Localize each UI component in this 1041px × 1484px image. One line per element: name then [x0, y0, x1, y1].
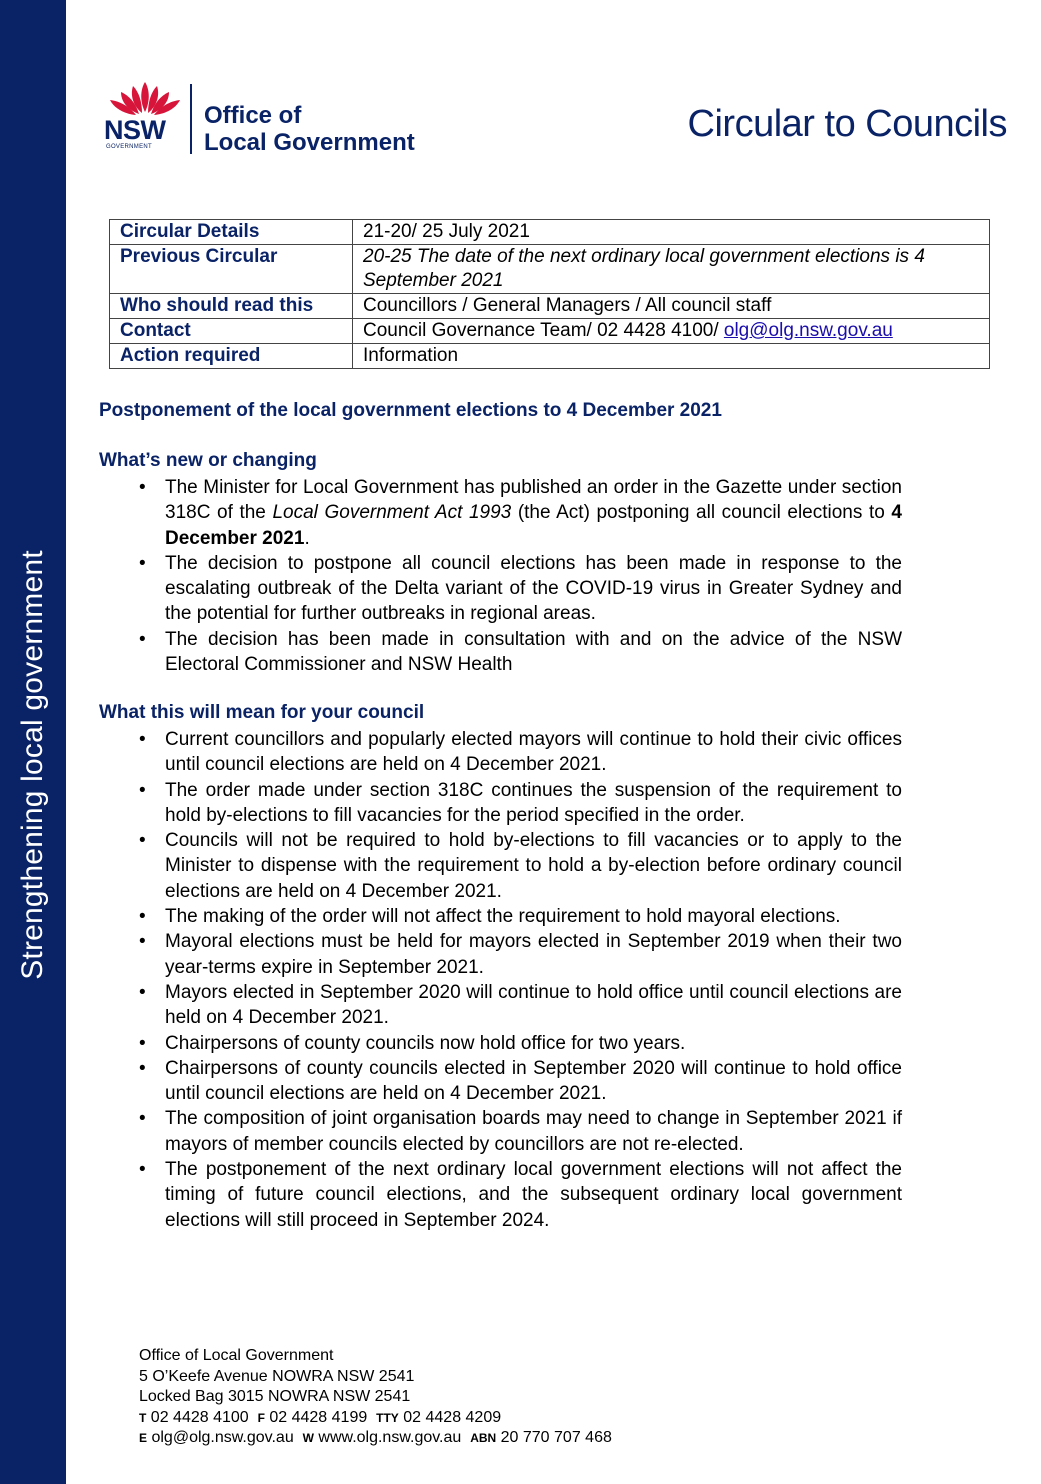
abn-value: 20 770 707 468 — [500, 1429, 612, 1446]
main-heading: Postponement of the local government elections to 4 December 2021 — [99, 400, 722, 421]
email-label: E — [139, 1431, 148, 1445]
action-required-value: Information — [353, 344, 990, 369]
sidebar-band — [0, 0, 66, 1484]
contact-value — [353, 319, 990, 344]
contact-text: Council Governance Team/ 02 4428 4100/ — [363, 320, 724, 341]
council-impact-list — [139, 727, 902, 1233]
phone-value: 02 4428 4100 — [150, 1408, 249, 1426]
fax-value: 02 4428 4199 — [269, 1408, 368, 1426]
circular-details-value: 21-20/ 25 July 2021 — [353, 220, 990, 245]
list-item: • Councils will not be required to hold by-elections to fill vacancies or to apply to the Minister to dispense with the requirement to hold a by-election before ordinary council elections are held on 4 December 2021. — [139, 828, 902, 904]
page-title: Circular to Councils — [687, 103, 1007, 145]
list-item: • The order made under section 318C continues the suspension of the requirement to hold by-elections to fill vacancies for the period specified in the order. — [139, 778, 902, 829]
who-should-read-label: Who should read this — [110, 294, 353, 319]
act-name: Local Government Act 1993 — [272, 502, 512, 524]
list-item: • The composition of joint organisation boards may need to change in September 2021 if mayors of member councils elected by councillors are not re-elected. — [139, 1106, 902, 1157]
list-item: • Current councillors and popularly elected mayors will continue to hold their civic offices until council elections are held on 4 December 2021. — [139, 727, 902, 778]
contact-email-link[interactable]: olg@olg.nsw.gov.au — [723, 320, 893, 341]
logo-line-2: Local Government — [204, 129, 415, 156]
list-item — [139, 475, 902, 551]
footer-email[interactable]: olg@olg.nsw.gov.au — [151, 1429, 294, 1446]
list-item: • Chairpersons of county councils now hold office for two years. — [139, 1031, 902, 1056]
circular-details-table — [109, 219, 990, 369]
bullet-text: . — [304, 527, 310, 549]
abn-label: ABN — [470, 1431, 497, 1445]
footer-contact-block — [139, 1346, 612, 1449]
bullet-text: The Minister for Local Government has published an order in the Gazette under section 318C of the — [165, 477, 902, 524]
circular-details-label: Circular Details — [110, 220, 353, 245]
list-item: • Mayors elected in September 2020 will continue to hold office until council elections are held on 4 December 2021. — [139, 980, 902, 1031]
bullet-text: (the Act) postponing all council elections to — [511, 502, 892, 524]
nsw-wordmark: NSW — [104, 115, 166, 145]
footer-phone-line — [139, 1408, 612, 1429]
web-label: W — [302, 1431, 314, 1445]
table-row — [110, 245, 990, 294]
section-heading-new: What’s new or changing — [99, 450, 317, 471]
footer-org: Office of Local Government — [139, 1347, 334, 1364]
list-item: • Mayoral elections must be held for mayors elected in September 2019 when their two year-terms expire in September 2021. — [139, 929, 902, 980]
election-date: 4 December 2021 — [165, 502, 902, 549]
list-item: • The making of the order will not affect the requirement to hold mayoral elections. — [139, 904, 902, 929]
who-should-read-value: Councillors / General Managers / All council staff — [353, 294, 990, 319]
footer-address-1: 5 O’Keefe Avenue NOWRA NSW 2541 — [139, 1367, 415, 1385]
list-item: • The postponement of the next ordinary local government elections will not affect the timing of future council elections, and the subsequent ordinary local government elections will still proceed in September 2024. — [139, 1157, 902, 1233]
tty-label: TTY — [376, 1410, 399, 1425]
phone-label: T — [139, 1410, 147, 1425]
previous-circular-label: Previous Circular — [110, 245, 353, 294]
table-row — [110, 319, 990, 344]
contact-label: Contact — [110, 319, 353, 344]
footer-website[interactable]: www.olg.nsw.gov.au — [318, 1429, 462, 1446]
list-item: • Chairpersons of county councils elected in September 2020 will continue to hold office until council elections are held on 4 December 2021. — [139, 1056, 902, 1107]
logo-divider — [190, 84, 192, 154]
footer-address-2: Locked Bag 3015 NOWRA NSW 2541 — [139, 1388, 411, 1405]
footer-web-line — [139, 1428, 612, 1449]
fax-label: F — [257, 1410, 265, 1425]
nsw-olg-logo — [104, 80, 474, 160]
list-item: • The decision has been made in consultation with and on the advice of the NSW Electoral Commissioner and NSW Health — [139, 627, 902, 678]
list-item: • The decision to postpone all council elections has been made in response to the escalating outbreak of the Delta variant of the COVID-19 virus in Greater Sydney and the potential for further outbreaks in regional areas. — [139, 551, 902, 627]
tty-value: 02 4428 4209 — [403, 1408, 502, 1426]
nsw-government-label: GOVERNMENT — [106, 144, 153, 150]
table-row — [110, 220, 990, 245]
previous-circular-value: 20-25 The date of the next ordinary local government elections is 4 September 2021 — [353, 245, 990, 294]
whats-new-list — [139, 475, 902, 677]
table-row — [110, 344, 990, 369]
action-required-label: Action required — [110, 344, 353, 369]
waratah-icon — [106, 80, 184, 116]
section-heading-meaning: What this will mean for your council — [99, 702, 425, 723]
sidebar-tagline: Strengthening local government — [16, 550, 49, 980]
logo-line-1: Office of — [204, 102, 302, 129]
table-row — [110, 294, 990, 319]
